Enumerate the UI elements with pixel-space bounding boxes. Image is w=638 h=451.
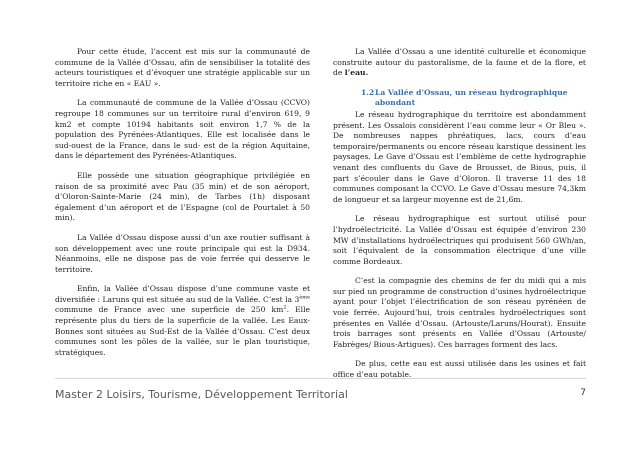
superscript-eme: ème xyxy=(299,294,310,301)
laruns-text-b: commune de France avec une superficie de 250 km xyxy=(55,305,284,315)
laruns-text-c: . Elle représente plus du tiers de la superficie de la vallée. Les Eaux-Bonnes sont situées au Sud-Est de la Vallée d’Ossau. C’est deux communes sont les pôles de la vallée, sur le plan touristique, stratégiques. xyxy=(55,305,310,357)
paragraph-ccvo: La communauté de commune de la Vallée d’Ossau (CCVO) regroupe 18 communes sur un territoire rural d’environ 619, 9 km2 et compte 10194 habitants soit environ 1,7 % de la population des Pyrénées-Atlantiques. Elle est localisée dans le sud-ouest de la France, dans le sud- est de la région Aquitaine, dans le département des Pyrénées-Atlantiques. xyxy=(55,98,310,161)
section-title: La Vallée d’Ossau, un réseau hydrographique abondant xyxy=(375,87,568,108)
identity-text: La Vallée d’Ossau a une identité culturelle et économique construite autour du pastoralisme, de la faune et de la flore, et de xyxy=(333,47,586,78)
footer-title: Master 2 Loisirs, Tourisme, Développement Territorial xyxy=(55,388,348,401)
paragraph-identity xyxy=(333,47,586,79)
paragraph-hydroelectricity: Le réseau hydrographique est surtout utilisé pour l’hydroélectricité. La Vallée d’Ossau est équipée d’environ 230 MW d’installations hydroélectriques qui produisent 560 GWh/an, soit l’équivalent de la consommation électrique d’une ville comme Bordeaux. xyxy=(333,214,586,266)
paragraph-railway-company: C’est la compagnie des chemins de fer du midi qui a mis sur pied un programme de construction d’usines hydroélectrique ayant pour l’objet l’électrification de son réseau pyrénéen de voie ferrée. Aujourd’hui, trois centrales hydroélectriques sont présentes en Vallée d’Ossau. (Artouste/Laruns/Hourat). Ensuite trois barrages sont présents en Vallée d’Ossau (Artouste/ Fabrèges/ Bious-Artigues). Ces barrages forment des lacs. xyxy=(333,276,586,349)
paragraph-location: Elle possède une situation géographique privilégiée en raison de sa proximité avec Pau (35 min) et de son aéroport, d’Oloron-Sainte-Marie (24 min), de Tarbes (1h) disposant également d’un aéroport et de l’Espagne (col de Pourtalet à 50 min). xyxy=(55,170,310,223)
left-column xyxy=(55,47,310,367)
right-column xyxy=(333,47,586,390)
superscript-2: 2 xyxy=(283,304,287,311)
paragraph-drinking-water: De plus, cette eau est aussi utilisée dans les usines et fait office d’eau potable. xyxy=(333,359,586,380)
paragraph-road-access: La Vallée d’Ossau dispose aussi d’un axe routier suffisant à son développement avec une route principale qui est la D934. Néanmoins, elle ne dispose pas de voie ferrée qui desserve le territoire. xyxy=(55,232,310,274)
paragraph-study-focus: Pour cette étude, l’accent est mis sur la communauté de commune de la Vallée d’Ossau, afin de sensibiliser la totalité des acteurs touristiques et d’évoquer une stratégie applicable sur un territoire riche en « EAU ». xyxy=(55,47,310,88)
page-footer xyxy=(55,378,586,409)
paragraph-hydro-network: Le réseau hydrographique du territoire est abondamment présent. Les Ossalois considèrent l’eau comme leur « Or Bleu ». De nombreuses nappes phréatiques, lacs, cours d’eau temporaire/permanents ou encore réseau karstique dessinent les paysages. Le Gave d’Ossau est l’emblème de cette hydrographie venant des confluents du Gave de Brousset, de Bious, puis, il part s’écouler dans le Gave d’Oloron. Il traverse 11 des 18 communes composant la CCVO. Le Gave d’Ossau mesure 74,3km de longueur et sa largeur moyenne est de 21,6m. xyxy=(333,109,586,204)
laruns-text-a: Enfin, la Vallée d’Ossau dispose d’une commune vaste et diversifiée : Laruns qui est située au sud de la Vallée. C’est la 3 xyxy=(55,284,310,304)
paragraph-laruns xyxy=(55,284,310,358)
section-number: 1.2 xyxy=(361,87,375,97)
section-heading xyxy=(333,88,586,109)
identity-water: l’eau. xyxy=(344,68,369,78)
page-number: 7 xyxy=(580,388,586,398)
